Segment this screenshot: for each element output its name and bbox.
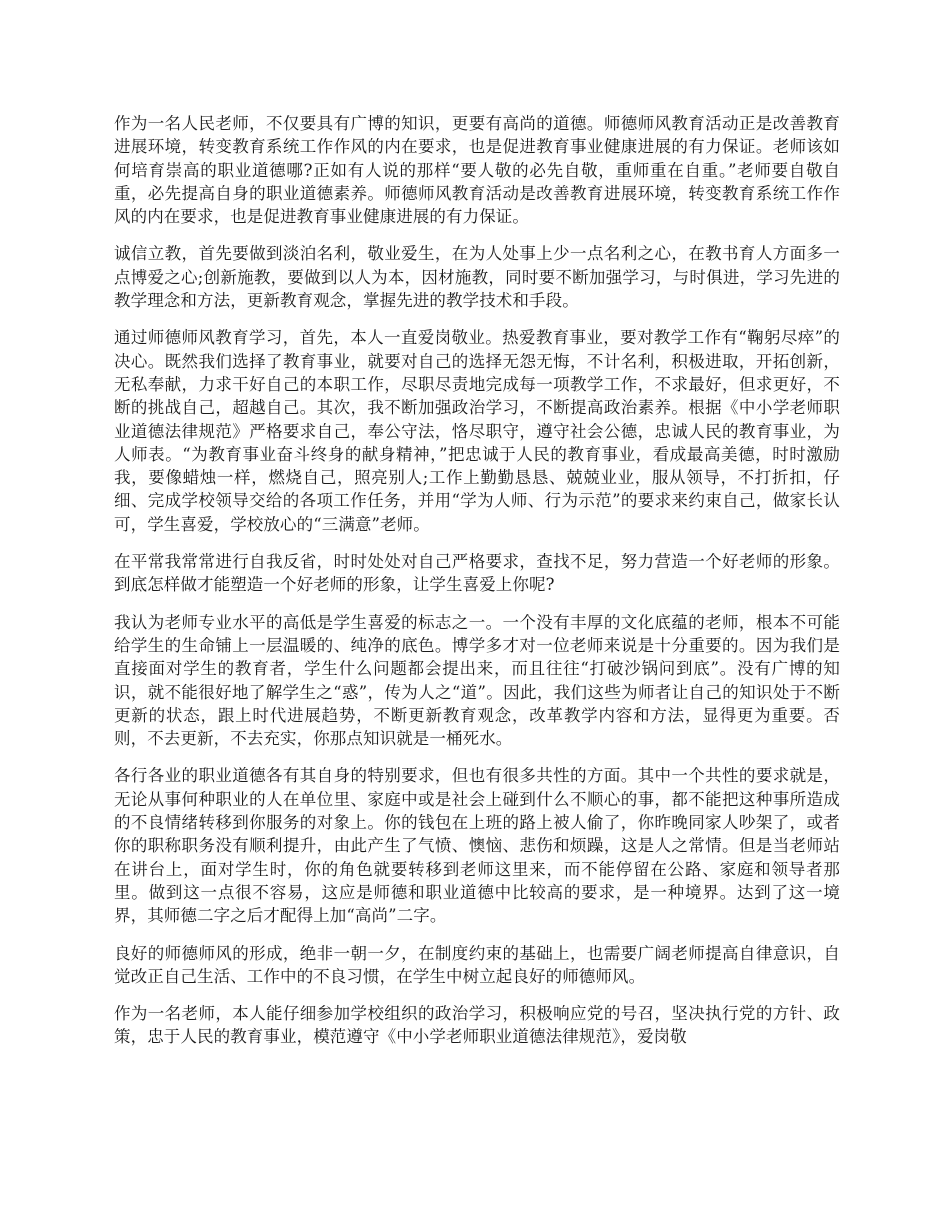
- paragraph-8: 作为一名老师，本人能仔细参加学校组织的政治学习，积极响应党的号召，坚决执行党的方针、政策，忠于人民的教育事业，模范遵守《中小学老师职业道德法律规范》，爱岗敬: [114, 1004, 840, 1047]
- paragraph-4: 在平常我常常进行自我反省，时时处处对自己严格要求，查找不足，努力营造一个好老师的形象。到底怎样做才能塑造一个好老师的形象，让学生喜爱上你呢?: [114, 552, 840, 595]
- paragraph-5: 我认为老师专业水平的高低是学生喜爱的标志之一。一个没有丰厚的文化底蕴的老师，根本不可能给学生的生命铺上一层温暖的、纯净的底色。博学多才对一位老师来说是十分重要的。因为我们是直接面对学生的教育者，学生什么问题都会提出来，而且往往“打破沙锅问到底”。没有广博的知识，就不能很好地了解学生之“惑”，传为人之“道”。因此，我们这些为师者让自己的知识处于不断更新的状态，跟上时代进展趋势，不断更新教育观念，改革教学内容和方法，显得更为重要。否则，不去更新，不去充实，你那点知识就是一桶死水。: [114, 612, 840, 749]
- paragraph-1: 作为一名人民老师，不仅要具有广博的知识，更要有高尚的道德。师德师风教育活动正是改善教育进展环境，转变教育系统工作作风的内在要求，也是促进教育事业健康进展的有力保证。老师该如何培育崇高的职业道德哪?正如有人说的那样“要人敬的必先自敬，重师重在自重。”老师要自敬自重，必先提高自身的职业道德素养。师德师风教育活动是改善教育进展环境，转变教育系统工作作风的内在要求，也是促进教育事业健康进展的有力保证。: [114, 114, 840, 227]
- paragraph-7: 良好的师德师风的形成，绝非一朝一夕，在制度约束的基础上，也需要广阔老师提高自律意识，自觉改正自己生活、工作中的不良习惯，在学生中树立起良好的师德师风。: [114, 943, 840, 986]
- paragraph-6: 各行各业的职业道德各有其自身的特别要求，但也有很多共性的方面。其中一个共性的要求就是，无论从事何种职业的人在单位里、家庭中或是社会上碰到什么不顺心的事，都不能把这种事所造成的不良情绪转移到你服务的对象上。你的钱包在上班的路上被人偷了，你昨晚同家人吵架了，或者你的职称职务没有顺利提升，由此产生了气愤、懊恼、悲伤和烦躁，这是人之常情。但是当老师站在讲台上，面对学生时，你的角色就要转移到老师这里来，而不能停留在公路、家庭和领导者那里。做到这一点很不容易，这应是师德和职业道德中比较高的要求，是一种境界。达到了这一境界，其师德二字之后才配得上加“高尚”二字。: [114, 766, 840, 926]
- paragraph-2: 诚信立教，首先要做到淡泊名利，敬业爱生，在为人处事上少一点名利之心，在教书育人方面多一点博爱之心;创新施教，要做到以人为本，因材施教，同时要不断加强学习，与时俱进，学习先进的教学理念和方法，更新教育观念，掌握先进的教学技术和手段。: [114, 244, 840, 311]
- paragraph-3: 通过师德师风教育学习，首先，本人一直爱岗敬业。热爱教育事业，要对教学工作有“鞠躬尽瘁”的决心。既然我们选择了教育事业，就要对自己的选择无怨无悔，不计名利，积极进取，开拓创新，无私奉献，力求干好自己的本职工作，尽职尽责地完成每一项教学工作，不求最好，但求更好，不断的挑战自己，超越自己。其次，我不断加强政治学习，不断提高政治素养。根据《中小学老师职业道德法律规范》严格要求自己，奉公守法，恪尽职守，遵守社会公德，忠诚人民的教育事业，为人师表。“为教育事业奋斗终身的献身精神，”把忠诚于人民的教育事业，看成最高美德，时时激励我，要像蜡烛一样，燃烧自己，照亮别人;工作上勤勤恳恳、兢兢业业，服从领导，不打折扣，仔细、完成学校领导交给的各项工作任务，并用“学为人师、行为示范”的要求来约束自己，做家长认可，学生喜爱，学校放心的“三满意”老师。: [114, 328, 840, 534]
- document-body: [114, 112, 840, 1063]
